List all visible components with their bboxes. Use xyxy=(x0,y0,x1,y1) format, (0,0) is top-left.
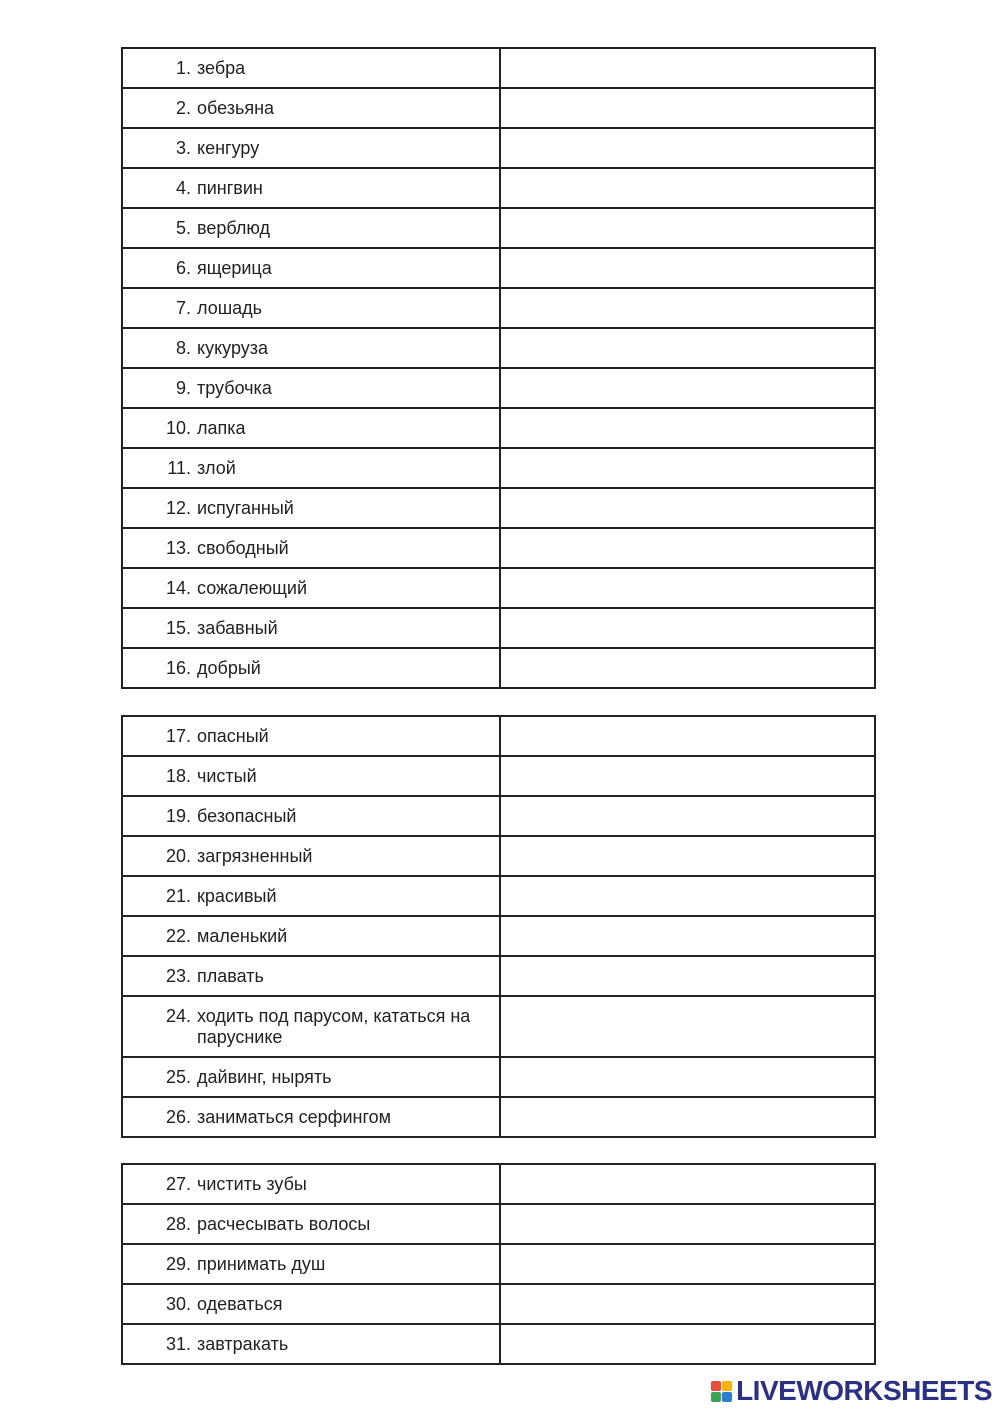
vocabulary-table-2 xyxy=(121,715,876,1138)
term-cell xyxy=(122,1057,500,1097)
item-word: сожалеющий xyxy=(197,577,307,598)
answer-cell[interactable] xyxy=(500,328,875,368)
liveworksheets-logo xyxy=(711,1375,992,1407)
term-cell xyxy=(122,756,500,796)
term-cell xyxy=(122,1324,500,1364)
term-cell xyxy=(122,208,500,248)
term-cell xyxy=(122,408,500,448)
answer-cell[interactable] xyxy=(500,168,875,208)
term-cell xyxy=(122,488,500,528)
item-word: загрязненный xyxy=(197,845,313,866)
item-word: кукуруза xyxy=(197,337,269,358)
table-row xyxy=(122,648,875,688)
item-word: обезьяна xyxy=(197,97,275,118)
item-number: 18. xyxy=(165,765,191,786)
item-number: 31. xyxy=(165,1333,191,1354)
table-row xyxy=(122,48,875,88)
table-row xyxy=(122,448,875,488)
term-cell xyxy=(122,288,500,328)
item-number: 13. xyxy=(165,537,191,558)
table-row xyxy=(122,716,875,756)
table-row xyxy=(122,1164,875,1204)
term-cell xyxy=(122,48,500,88)
answer-cell[interactable] xyxy=(500,88,875,128)
item-number: 5. xyxy=(175,217,191,238)
answer-cell[interactable] xyxy=(500,568,875,608)
item-word: плавать xyxy=(197,965,264,986)
answer-cell[interactable] xyxy=(500,528,875,568)
table-row xyxy=(122,288,875,328)
table-row xyxy=(122,876,875,916)
term-cell xyxy=(122,1097,500,1137)
term-cell xyxy=(122,916,500,956)
item-number: 20. xyxy=(165,845,191,866)
item-word: зебра xyxy=(197,57,246,78)
table-row xyxy=(122,1097,875,1137)
item-word: опасный xyxy=(197,725,269,746)
term-cell xyxy=(122,448,500,488)
answer-cell[interactable] xyxy=(500,648,875,688)
table-row xyxy=(122,996,875,1057)
item-word: дайвинг, нырять xyxy=(197,1066,332,1087)
table-row xyxy=(122,836,875,876)
table-row xyxy=(122,368,875,408)
vocabulary-table-1 xyxy=(121,47,876,689)
term-cell xyxy=(122,876,500,916)
item-word: забавный xyxy=(197,617,278,638)
answer-cell[interactable] xyxy=(500,208,875,248)
item-word: завтракать xyxy=(197,1333,289,1354)
item-number: 17. xyxy=(165,725,191,746)
answer-cell[interactable] xyxy=(500,916,875,956)
term-cell xyxy=(122,996,500,1057)
answer-cell[interactable] xyxy=(500,48,875,88)
answer-cell[interactable] xyxy=(500,756,875,796)
logo-mark-square xyxy=(711,1392,721,1402)
answer-cell[interactable] xyxy=(500,448,875,488)
item-number: 24. xyxy=(165,1005,191,1026)
term-cell xyxy=(122,608,500,648)
item-number: 22. xyxy=(165,925,191,946)
item-number: 27. xyxy=(165,1173,191,1194)
item-number: 19. xyxy=(165,805,191,826)
item-word: маленький xyxy=(197,925,288,946)
item-word: ящерица xyxy=(197,257,272,278)
item-number: 23. xyxy=(165,965,191,986)
answer-cell[interactable] xyxy=(500,1164,875,1204)
item-word: чистить зубы xyxy=(197,1173,307,1194)
table-row xyxy=(122,756,875,796)
item-word: одеваться xyxy=(197,1293,283,1314)
answer-cell[interactable] xyxy=(500,996,875,1057)
table-row xyxy=(122,208,875,248)
answer-cell[interactable] xyxy=(500,408,875,448)
item-word: пингвин xyxy=(197,177,263,198)
answer-cell[interactable] xyxy=(500,1324,875,1364)
answer-cell[interactable] xyxy=(500,288,875,328)
answer-cell[interactable] xyxy=(500,608,875,648)
table-row xyxy=(122,608,875,648)
table-row xyxy=(122,1244,875,1284)
term-cell xyxy=(122,168,500,208)
table-row xyxy=(122,796,875,836)
answer-cell[interactable] xyxy=(500,248,875,288)
answer-cell[interactable] xyxy=(500,128,875,168)
logo-text: LIVEWORKSHEETS xyxy=(736,1375,992,1406)
logo-mark-square xyxy=(711,1381,721,1391)
item-word: добрый xyxy=(197,657,261,678)
item-number: 29. xyxy=(165,1253,191,1274)
table-row xyxy=(122,408,875,448)
item-number: 1. xyxy=(175,57,191,78)
answer-cell[interactable] xyxy=(500,1057,875,1097)
logo-mark-icon xyxy=(711,1381,732,1402)
item-number: 16. xyxy=(165,657,191,678)
term-cell xyxy=(122,648,500,688)
term-cell xyxy=(122,836,500,876)
answer-cell[interactable] xyxy=(500,956,875,996)
item-number: 11. xyxy=(167,457,191,478)
item-word: лапка xyxy=(197,417,246,438)
term-cell xyxy=(122,796,500,836)
term-cell xyxy=(122,1204,500,1244)
item-number: 28. xyxy=(165,1213,191,1234)
table-row xyxy=(122,248,875,288)
term-cell xyxy=(122,956,500,996)
logo-mark-square xyxy=(722,1381,732,1391)
item-number: 6. xyxy=(175,257,191,278)
table-row xyxy=(122,168,875,208)
item-word: трубочка xyxy=(197,377,272,398)
answer-cell[interactable] xyxy=(500,716,875,756)
item-word: кенгуру xyxy=(197,137,260,158)
table-row xyxy=(122,916,875,956)
table-row xyxy=(122,528,875,568)
table-row xyxy=(122,328,875,368)
item-number: 15. xyxy=(165,617,191,638)
term-cell xyxy=(122,1284,500,1324)
item-number: 8. xyxy=(175,337,191,358)
answer-cell[interactable] xyxy=(500,1097,875,1137)
item-word: верблюд xyxy=(197,217,270,238)
term-cell xyxy=(122,568,500,608)
item-word: расчесывать волосы xyxy=(197,1213,371,1234)
term-cell xyxy=(122,528,500,568)
term-cell xyxy=(122,716,500,756)
item-number: 21. xyxy=(165,885,191,906)
term-cell xyxy=(122,368,500,408)
answer-cell[interactable] xyxy=(500,1284,875,1324)
table-row xyxy=(122,1057,875,1097)
item-number: 2. xyxy=(175,97,191,118)
term-cell xyxy=(122,1244,500,1284)
table-row xyxy=(122,1204,875,1244)
item-word: ходить под парусом, кататься на паруснике xyxy=(197,1005,471,1047)
term-cell xyxy=(122,128,500,168)
item-number: 25. xyxy=(165,1066,191,1087)
term-cell xyxy=(122,88,500,128)
item-number: 7. xyxy=(175,297,191,318)
item-number: 12. xyxy=(165,497,191,518)
item-number: 4. xyxy=(175,177,191,198)
answer-cell[interactable] xyxy=(500,796,875,836)
item-word: испуганный xyxy=(197,497,294,518)
item-word: заниматься серфингом xyxy=(197,1106,392,1127)
table-row xyxy=(122,128,875,168)
item-word: принимать душ xyxy=(197,1253,326,1274)
answer-cell[interactable] xyxy=(500,836,875,876)
term-cell xyxy=(122,1164,500,1204)
table-row xyxy=(122,488,875,528)
item-word: свободный xyxy=(197,537,289,558)
vocabulary-table-3 xyxy=(121,1163,876,1365)
item-number: 30. xyxy=(165,1293,191,1314)
term-cell xyxy=(122,248,500,288)
term-cell xyxy=(122,328,500,368)
table-row xyxy=(122,568,875,608)
item-word: лошадь xyxy=(197,297,263,318)
item-word: красивый xyxy=(197,885,277,906)
answer-cell[interactable] xyxy=(500,876,875,916)
item-word: злой xyxy=(197,457,236,478)
table-row xyxy=(122,1284,875,1324)
item-number: 26. xyxy=(165,1106,191,1127)
item-number: 9. xyxy=(175,377,191,398)
item-word: безопасный xyxy=(197,805,297,826)
answer-cell[interactable] xyxy=(500,368,875,408)
item-number: 14. xyxy=(165,577,191,598)
item-word: чистый xyxy=(197,765,257,786)
item-number: 10. xyxy=(165,417,191,438)
logo-mark-square xyxy=(722,1392,732,1402)
answer-cell[interactable] xyxy=(500,488,875,528)
table-row xyxy=(122,956,875,996)
table-row xyxy=(122,1324,875,1364)
answer-cell[interactable] xyxy=(500,1204,875,1244)
answer-cell[interactable] xyxy=(500,1244,875,1284)
table-row xyxy=(122,88,875,128)
item-number: 3. xyxy=(175,137,191,158)
